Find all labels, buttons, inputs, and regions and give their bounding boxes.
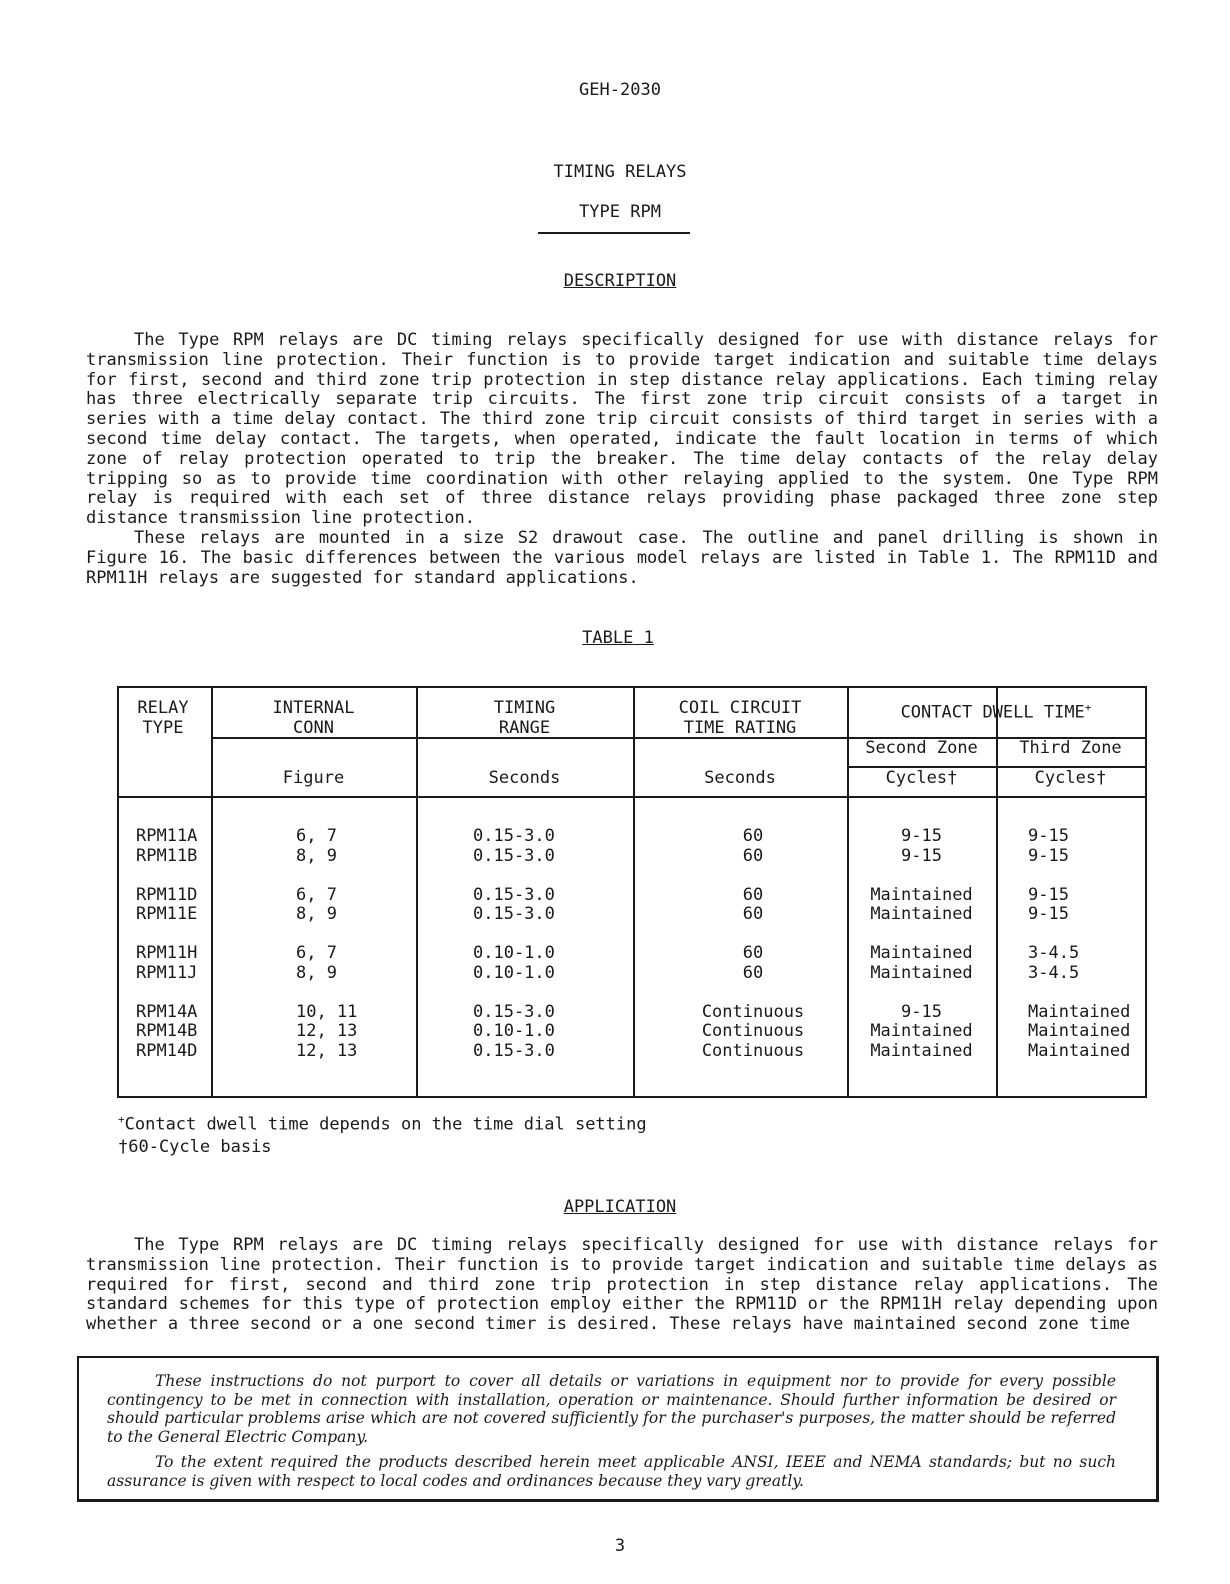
document-id: GEH-2030 [579, 80, 661, 100]
table-cell: Maintained [870, 962, 973, 983]
table-cell: 0.10-1.0 [473, 1021, 555, 1041]
table-cell: Maintained [870, 904, 973, 924]
table-cell: 6, 7 [296, 943, 337, 963]
table-cell: 60 [742, 962, 764, 983]
unit-coil-circuit: Seconds [704, 768, 776, 788]
table-cell: 6, 7 [296, 826, 337, 846]
table-cell: 60 [742, 884, 764, 905]
table-cell: 0.15-3.0 [473, 845, 555, 866]
title-rule [538, 232, 690, 234]
table-cell: 0.15-3.0 [473, 1001, 555, 1022]
table-cell: 3-4.5 [1028, 962, 1080, 983]
table-cell: 8, 9 [296, 904, 337, 924]
table-caption: TABLE 1 [582, 628, 654, 648]
table-cell: 0.10-1.0 [473, 962, 555, 983]
description-paragraph-2: These relays are mounted in a size S2 drawout case. The outline and panel drilling is shown in Figure 16. The basic differences between the various model relays are listed in Table 1. The RPM11D and RPM11H relays are suggested for standard applications. [86, 528, 1158, 588]
table-cell: 9-15 [1028, 826, 1069, 846]
document-title: TIMING RELAYS [553, 162, 687, 182]
table-col-divider [211, 688, 213, 1096]
table-cell: 0.15-3.0 [473, 1040, 555, 1061]
table-cell: 9-15 [1028, 904, 1069, 924]
table-cell: RPM11D [136, 884, 198, 905]
table-cell: 8, 9 [296, 845, 337, 866]
table-cell: Maintained [1028, 1040, 1131, 1061]
table-cell: 60 [742, 826, 764, 846]
table-cell: Maintained [870, 1040, 973, 1061]
table-cell: Maintained [1028, 1001, 1131, 1022]
table-cell: Maintained [870, 884, 973, 905]
table-cell: RPM14A [136, 1001, 198, 1022]
unit-second-zone: Cycles† [885, 768, 958, 788]
table-cell: 0.15-3.0 [473, 884, 555, 905]
table-footnote-2: †60-Cycle basis [118, 1137, 272, 1157]
header-relay-type: RELAY TYPE [137, 698, 189, 738]
table-cell: RPM14D [136, 1040, 198, 1061]
table-cell: RPM11E [136, 904, 198, 924]
table-col-divider [416, 688, 418, 1096]
application-paragraph: The Type RPM relays are DC timing relays specifically designed for use with distance relays for transmission line protection. Their function is to provide target indication and suitable time delays as required for first, second and third zone trip protection in step distance relay applications. The standard schemes for this type of protection employ either the RPM11D or the RPM11H relay depending upon whether a three second or a one second timer is desired. These relays have maintained second zone time [86, 1235, 1158, 1335]
table-cell: Continuous [701, 1001, 805, 1022]
header-timing-range: TIMING RANGE [493, 698, 556, 738]
table-cell: 0.15-3.0 [473, 904, 555, 924]
application-heading: APPLICATION [563, 1197, 677, 1217]
header-internal-conn: INTERNAL CONN [272, 698, 355, 738]
relay-table [117, 686, 1147, 1098]
table-cell: 3-4.5 [1028, 943, 1080, 963]
disclaimer-paragraph-2: To the extent required the products described herein meet applicable ANSI, IEEE and NEMA standards; but no such assurance is given with respect to local codes and ordinances because they vary greatly. [107, 1453, 1116, 1490]
page-number: 3 [614, 1536, 626, 1556]
disclaimer-paragraph-1: These instructions do not purport to cover all details or variations in equipment nor to provide for every possible contingency to be met in connection with installation, operation or maintenance. Should further information be desired or should particular problems arise which are not covered sufficiently for the purchaser's purposes, the matter should be referred to the General Electric Company. [107, 1372, 1116, 1446]
table-cell: 0.10-1.0 [473, 943, 555, 963]
table-cell: 10, 11 [296, 1001, 358, 1022]
table-body-rule [119, 796, 1145, 798]
table-cell: 12, 13 [296, 1021, 358, 1041]
table-cell: 9-15 [1028, 845, 1069, 866]
col-relay-type [136, 827, 197, 1061]
table-cell: 60 [742, 904, 764, 924]
table-cell: 12, 13 [296, 1040, 358, 1061]
table-cell: Maintained [870, 943, 973, 963]
table-cell: Maintained [1028, 1021, 1131, 1041]
table-cell: Continuous [701, 1021, 805, 1041]
col-third-zone [1028, 827, 1130, 1061]
table-cell: Continuous [701, 1040, 805, 1061]
table-cell: RPM11J [136, 962, 198, 983]
table-cell: RPM11B [136, 845, 198, 866]
document-subtitle: TYPE RPM [579, 202, 661, 222]
table-cell: 60 [742, 943, 764, 963]
header-second-zone: Second Zone [865, 738, 978, 758]
table-cell: 9-15 [901, 845, 942, 866]
header-third-zone: Third Zone [1019, 738, 1122, 758]
table-cell: 9-15 [1028, 884, 1069, 905]
col-second-zone [847, 827, 996, 1061]
table-cell: RPM11H [136, 943, 198, 963]
unit-internal-conn: Figure [282, 768, 345, 788]
unit-timing-range: Seconds [488, 768, 561, 788]
table-footnote-1: +Contact dwell time depends on the time dial setting [118, 1113, 647, 1135]
table-cell: Maintained [870, 1021, 973, 1041]
table-cell: 6, 7 [296, 884, 337, 905]
description-paragraph-1: The Type RPM relays are DC timing relays specifically designed for use with distance relays for transmission line protection. Their function is to provide target indication and suitable time delays for first, second and third zone trip protection in step distance relay applications. Each timing relay has three electrically separate trip circuits. The first zone trip circuit consists of a target in series with a time delay contact. The third zone trip circuit consists of third target in series with a second time delay contact. The targets, when operated, indicate the fault location in terms of which zone of relay protection operated to trip the breaker. The time delay contacts of the relay delay tripping so as to provide time coordination with other relaying applied to the system. One Type RPM relay is required with each set of three distance relays providing phase packaged three zone step distance transmission line protection. [86, 330, 1158, 529]
col-internal-conn [296, 827, 357, 1061]
table-cell: RPM11A [136, 826, 198, 846]
table-cell: 9-15 [901, 1001, 942, 1022]
unit-third-zone: Cycles† [1034, 768, 1107, 788]
description-heading: DESCRIPTION [563, 271, 677, 291]
table-cell: 0.15-3.0 [473, 826, 555, 846]
col-timing-range [473, 827, 555, 1061]
table-cell: 60 [742, 845, 764, 866]
table-cell: 9-15 [901, 826, 942, 846]
header-coil-circuit: COIL CIRCUIT TIME RATING [678, 698, 802, 738]
table-cell: 8, 9 [296, 962, 337, 983]
table-cell: RPM14B [136, 1021, 198, 1041]
col-coil-circuit [633, 827, 873, 1061]
header-contact-dwell: CONTACT DWELL TIME+ [900, 701, 1092, 723]
disclaimer-box [77, 1356, 1159, 1502]
